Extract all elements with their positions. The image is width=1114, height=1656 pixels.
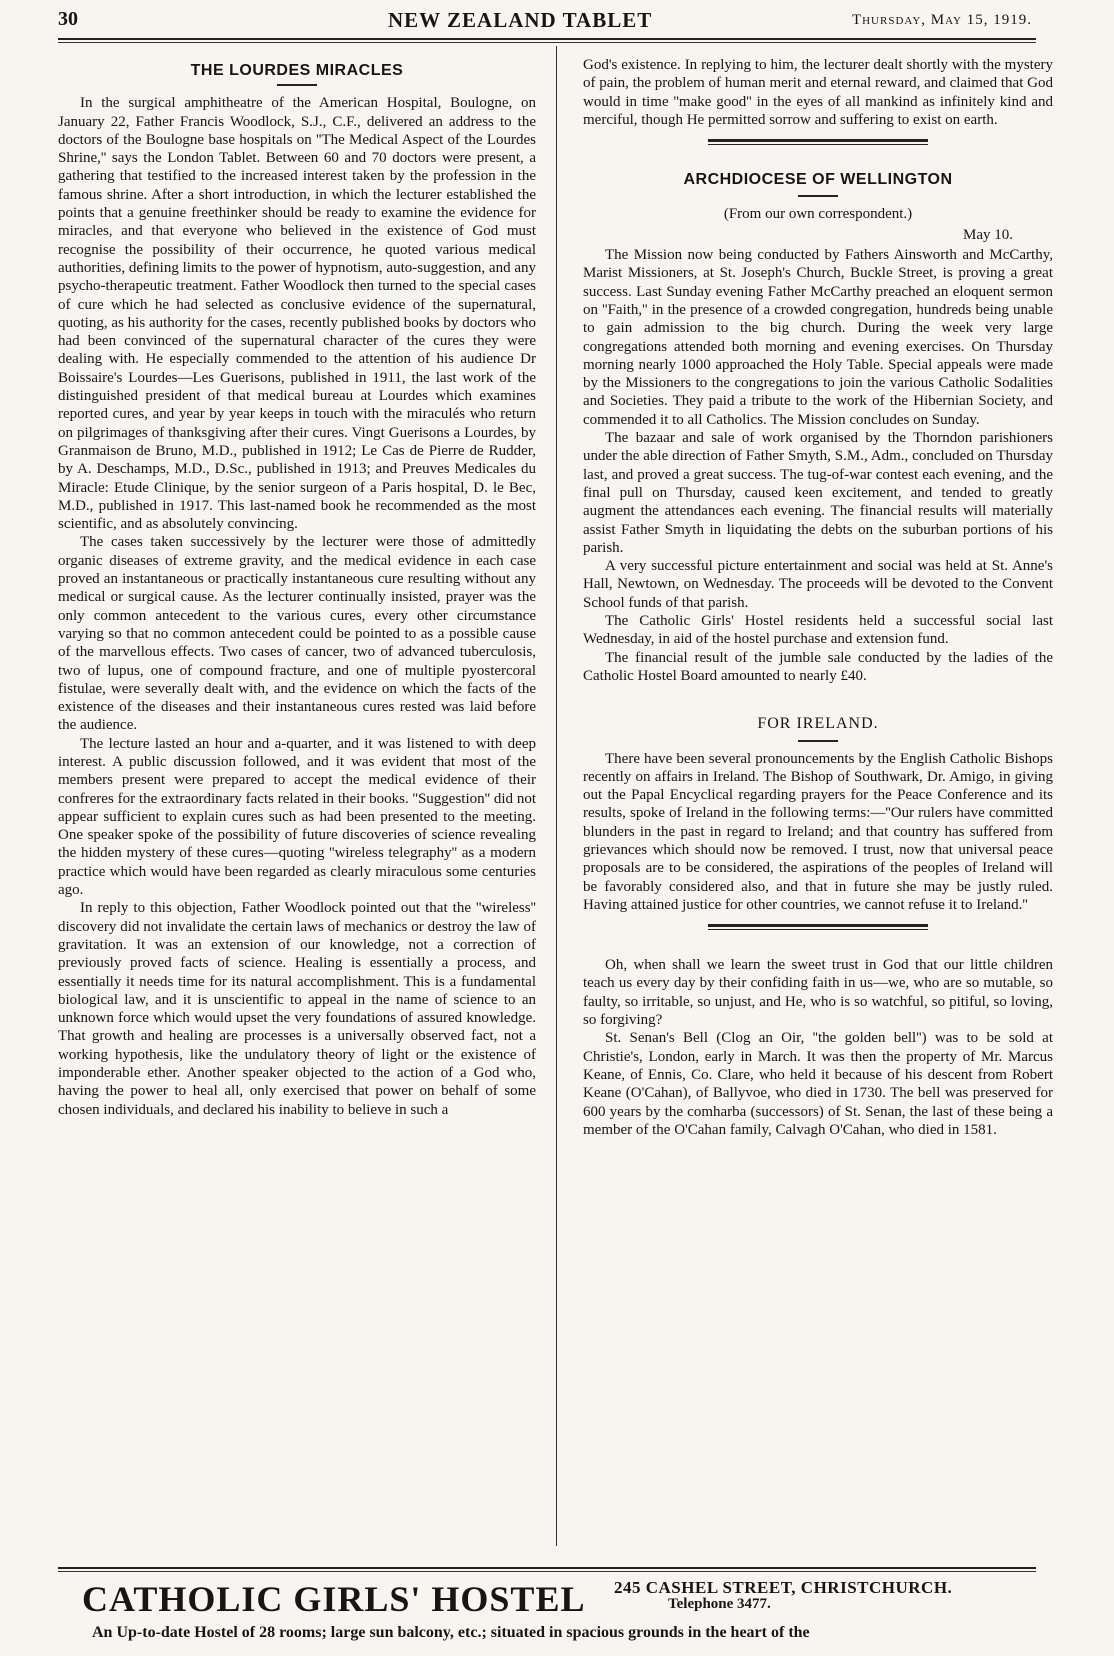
dateline: May 10. [963, 226, 1013, 243]
section-heading-wellington: ARCHDIOCESE OF WELLINGTON [683, 171, 953, 189]
issue-date: Thursday, May 15, 1919. [851, 12, 1032, 28]
article-paragraph: Oh, when shall we learn the sweet trust in God that our little children teach us every day by their confiding faith in us—we, who are so mutable, so faulty, so irritable, so unjust, and He, who is so watchful, so pitiful, so loving, so forgiving? [583, 957, 1053, 1029]
heading-rule [798, 740, 838, 742]
article-paragraph: There have been several pronouncements by the English Catholic Bishops recently on affairs in Ireland. The Bishop of Southwark, Dr. Amigo, in giving out the Papal Encyclical regarding prayers for the Peace Conference and its results, spoke of Ireland in the following terms:—''Our rulers have committed blunders in the past in regard to Ireland; and that country has suffered from grievances which should now be removed. I trust, now that universal peace proposals are to be considered, the aspirations of the peoples of Ireland will be favorably considered also, and that in future she may be justly ruled. Having attained justice for other countries, we cannot refuse it to Ireland.'' [583, 750, 1053, 913]
section-divider [708, 924, 928, 930]
article-continuation: God's existence. In replying to him, the lecturer dealt shortly with the mystery of pain, the problem of human merit and eternal reward, and claimed that God would in time ''make good'' in the eyes of all mankind as infinitely kind and merciful, though He permitted sorrow and suffering to exist on earth. [583, 57, 1053, 128]
right-column [583, 56, 1053, 1139]
article-paragraph: A very successful picture entertainment and social was held at St. Anne's Hall, Newtown, on Wednesday. The proceeds will be devoted to the Convent School funds of that parish. [583, 558, 1053, 611]
page-header [58, 6, 1038, 40]
article-paragraph: The cases taken successively by the lecturer were those of admittedly organic diseases of extreme gravity, and the medical evidence in each case proved an instantaneous or practically instantaneous cure resulting without any medical or surgical cause. As the lecturer continually insisted, prayer was the only common antecedent to the various cures, every other circumstance varying so that no common antecedent could be pointed to as a possible cause of the marvellous effects. Two cases of cancer, two of advanced tuberculosis, two of lupus, one of compound fracture, and one of multiple pyostercoral fistulae, were severally dealt with, and the evidence on which the facts of the existence of the diseases and their instantaneous cures rested was laid before the audience. [58, 534, 536, 734]
article-paragraph: The bazaar and sale of work organised by the Thorndon parishioners under the able direction of Father Smyth, S.M., Adm., concluded on Thursday last, and proved a great success. The tug-of-war contest each evening, and the final pull on Thursday, caused keen excitement, and tended to greatly augment the attendances each evening. The financial results will materially assist Father Smyth in liquidating the debts on the suburban portions of his parish. [583, 430, 1053, 556]
advert-title: CATHOLIC GIRLS' HOSTEL [82, 1579, 586, 1619]
article-paragraph: The Mission now being conducted by Fathers Ainsworth and McCarthy, Marist Missioners, at St. Joseph's Church, Buckle Street, is proving a great success. Last Sunday evening Father McCarthy preached an eloquent sermon on ''Faith,'' in the presence of a crowded congregation, hundreds being unable to gain admission to the big church. During the week very large congregations attended both morning and evening exercises. On Thursday morning nearly 1000 approached the Holy Table. Special appeals were made by the Missioners to the congregations to join the various Catholic Sodalities and Societies. They paid a tribute to the work of the Hibernian Society, and commended it to all Catholics. The Mission concludes on Sunday. [583, 247, 1053, 428]
headline-rule [277, 84, 317, 86]
left-column [58, 56, 536, 1119]
correspondent-note: (From our own correspondent.) [723, 206, 913, 223]
masthead: NEW ZEALAND TABLET [388, 8, 653, 32]
article-paragraph: The financial result of the jumble sale conducted by the ladies of the Catholic Hostel Board amounted to nearly £40. [583, 649, 1053, 684]
section-divider [708, 139, 928, 145]
section-heading-ireland: FOR IRELAND. [757, 715, 879, 733]
heading-rule [798, 195, 838, 197]
header-rule [58, 38, 1036, 40]
article-paragraph: The lecture lasted an hour and a-quarter, and it was listened to with deep interest. A public discussion followed, and it was evident that most of the members present were prepared to accept the medical evidence of their confreres for the extraordinary facts related in their books. ''Suggestion'' did not appear sufficient to explain cures such as had been presented to the meeting. One speaker spoke of the possibility of future discoveries of science revealing the hidden mystery of these cures—quoting ''wireless telegraphy'' as a modern practice which would have been regarded as clearly miraculous some centuries ago. [58, 735, 536, 899]
footer-rule [58, 1567, 1036, 1569]
column-divider [556, 46, 557, 1546]
article-paragraph: St. Senan's Bell (Clog an Oir, ''the golden bell'') was to be sold at Christie's, London, early in March. It was then the property of Mr. Marcus Keane, of Ennis, Co. Clare, who held it because of his descent from Robert Keane (O'Cahan), of Ballyvoe, who died in 1730. The bell was preserved for 600 years by the comharba (successors) of St. Senan, the last of these being a member of the O'Cahan family, Calvagh O'Cahan, who died in 1581. [583, 1030, 1053, 1138]
article-headline-lourdes: THE LOURDES MIRACLES [190, 62, 404, 79]
footer-rule-thin [58, 1571, 1036, 1572]
advert-tagline: An Up-to-date Hostel of 28 rooms; large sun balcony, etc.; situated in spacious grounds in the heart of the [92, 1624, 810, 1641]
header-rule-thin [58, 42, 1036, 43]
article-paragraph: The Catholic Girls' Hostel residents held a successful social last Wednesday, in aid of the hostel purchase and extension fund. [583, 613, 1053, 648]
article-paragraph: In reply to this objection, Father Woodlock pointed out that the ''wireless'' discovery did not invalidate the certain laws of mechanics or destroy the law of gravitation. It was an extension of our knowledge, not a correction of previously proved facts of science. Healing is essentially a process, and essentially it needs time for its natural accomplishment. This is a fundamental biological law, and it is unscientific to appeal in the name of science to an unknown force which would upset the very foundations of assured knowledge. That growth and healing are processes is a universally observed fact, not a working hypothesis, like the undulatory theory of light or the existence of imponderable ether. Another speaker objected to the action of a God who, having the power to heal all, only exercised that power on behalf of some chosen individuals, and declared his inability to believe in such a [58, 900, 536, 1118]
page-number: 30 [58, 8, 78, 30]
article-paragraph: In the surgical amphitheatre of the American Hospital, Boulogne, on January 22, Father Francis Woodlock, S.J., C.F., delivered an address to the doctors of the Boulogne base hospitals on ''The Medical Aspect of the Lourdes Shrine,'' says the London Tablet. Between 60 and 70 doctors were present, a gathering that testified to the increased interest taken by the profession in the famous shrine. After a short introduction, in which the lecturer established the points that a genuine freethinker should be ready to examine the evidence for miracles, and that everyone who believed in the existence of God must recognise the possibility of their occurrence, he quoted various medical authorities, defining limits to the power of hypnotism, auto-suggestion, and any psycho-therapeutic treatment. Father Woodlock then turned to the special cases of cure which he had selected as conclusive evidence of the supernatural, quoting, as his authority for the cases, recently published books by doctors who had been convinced of the supernatural character of the cures they were dealing with. He especially commended to the attention of his audience Dr Boissaire's Lourdes—Les Guerisons, published in 1911, the last work of the distinguished president of that medical bureau at Lourdes which examines reported cures, and year by year keeps in touch with the miraculés who return on pilgrimages of thanksgiving after their cures. Vingt Guerisons a Lourdes, by Granmaison de Bruno, M.D., published in 1912; Le Cas de Pierre de Rudder, by A. Deschamps, M.D., D.Sc., published in 1913; and Preuves Medicales du Miracle: Etude Clinique, by the senior surgeon of a Paris hospital, D. le Bec, M.D., published in 1917. This last-named book he recommended as the most scientific, and as absolutely convincing. [58, 95, 536, 533]
hostel-advertisement [58, 1576, 1038, 1652]
advert-address: 245 CASHEL STREET, CHRISTCHURCH. [614, 1578, 953, 1597]
advert-telephone: Telephone 3477. [668, 1596, 771, 1612]
